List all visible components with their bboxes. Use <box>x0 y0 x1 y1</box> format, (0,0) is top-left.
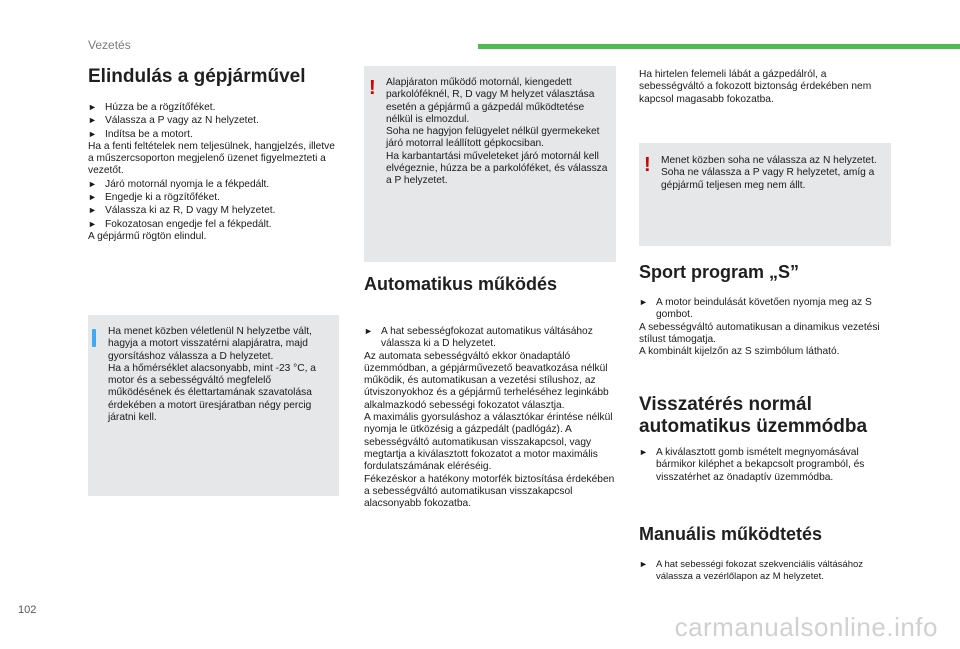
warning-box <box>364 66 616 262</box>
heading-return-normal: Visszatérés normál automatikus üzemmódba <box>639 394 868 437</box>
bullet-step: ► A hat sebességfokozat automatikus váltásához válassza ki a D helyzetet. <box>364 326 593 350</box>
heading-starting: Elindulás a gépjárművel <box>88 66 306 87</box>
bullet-step: ► A hat sebességi fokozat szekvenciális váltásához válassza a vezérlőlapon az M helyzetet. <box>639 559 864 582</box>
paragraph: A kombinált kijelzőn az S szimbólum látható. <box>639 346 840 358</box>
heading-manual: Manuális működtetés <box>639 524 823 544</box>
paragraph: A gépjármű rögtön elindul. <box>88 230 207 242</box>
arrow-icon: ► <box>88 218 97 229</box>
sport-text <box>639 296 891 358</box>
arrow-icon: ► <box>88 115 97 126</box>
warning-text: Alapjáraton működő motornál, kiengedett parkolóféknél, R, D vagy M helyzet választása esetén a gépjármű a gázpedál működtetése nélkül is elmozdul. <box>386 77 595 125</box>
heading-sport-program: Sport program „S” <box>639 262 800 282</box>
info-text: Ha a hőmérséklet alacsonyabb, mint -23 °C, a motor és a sebességváltó megfelelő működésének és élettartamának szavatolása érdekében a motort üresjáratban négy percig járatni kell. <box>108 362 316 424</box>
arrow-icon: ► <box>88 128 97 139</box>
warning-icon: ! <box>369 77 376 99</box>
bullet-step: ► Járó motornál nyomja le a fékpedált. <box>88 178 270 190</box>
info-icon <box>92 329 96 347</box>
arrow-icon: ► <box>88 192 97 203</box>
bullet-step: ► Indítsa be a motort. <box>88 128 193 140</box>
warning-icon: ! <box>644 154 651 176</box>
arrow-icon: ► <box>639 559 648 569</box>
info-box <box>88 315 339 496</box>
starting-instructions <box>88 101 338 243</box>
warning-text: Soha ne válassza a P vagy R helyzetet, amíg a gépjármű teljesen meg nem állt. <box>661 167 875 191</box>
paragraph: Fékezéskor a hatékony motorfék biztosítása érdekében a sebességváltó automatikusan visszakapcsol alacsonyabb fokozatba. <box>364 473 615 510</box>
arrow-icon: ► <box>364 326 373 336</box>
heading-automatic: Automatikus működés <box>364 274 558 294</box>
arrow-icon: ► <box>639 297 648 307</box>
paragraph: Ha a fenti feltételek nem teljesülnek, hangjelzés, illetve a műszercsoporton megjelenő üzenet figyelmezteti a vezetőt. <box>88 140 335 177</box>
warning-text: Soha ne hagyjon felügyelet nélkül gyermekeket járó motorral leállított gépkocsiban. <box>386 126 600 150</box>
bullet-step: ► Válassza a P vagy az N helyzetet. <box>88 115 259 127</box>
arrow-icon: ► <box>88 205 97 216</box>
warning-text: Ha karbantartási műveleteket járó motornál kell elvégeznie, húzza be a parkolóféket, és válassza a P helyzetet. <box>386 150 608 187</box>
bullet-step: ► Válassza ki az R, D vagy M helyzetet. <box>88 205 276 217</box>
warning-box <box>639 143 891 246</box>
arrow-icon: ► <box>639 447 648 457</box>
paragraph: Ha hirtelen felemeli lábát a gázpedálról, a sebességváltó a fokozott biztonság érdekében nem kapcsol magasabb fokozatba. <box>639 69 872 105</box>
arrow-icon: ► <box>88 102 97 112</box>
warning-text: Menet közben soha ne válassza az N helyzetet. <box>661 155 877 166</box>
return-text <box>639 446 891 484</box>
watermark: carmanualsonline.info <box>674 612 938 642</box>
kickdown-text <box>639 69 891 106</box>
paragraph: A sebességváltó automatikusan a dinamikus vezetési stílust támogatja. <box>639 321 880 345</box>
bullet-step: ► A motor beindulását követően nyomja meg az S gombot. <box>639 297 872 321</box>
page-number: 102 <box>18 604 37 616</box>
header-accent-bar <box>478 44 960 49</box>
bullet-step: ► Fokozatosan engedje fel a fékpedált. <box>88 218 272 230</box>
bullet-step: ► A kiválasztott gomb ismételt megnyomásával bármikor kiléphet a bekapcsolt programból, és visszatérhet az önadaptív üzemmódba. <box>639 447 865 483</box>
info-text: Ha menet közben véletlenül N helyzetbe vált, hagyja a motort visszatérni alapjáratra, majd gyorsításhoz válassza a D helyzetet. <box>108 326 312 362</box>
bullet-step: ► Engedje ki a rögzítőféket. <box>88 192 220 204</box>
bullet-step: ► Húzza be a rögzítőféket. <box>88 102 216 113</box>
arrow-icon: ► <box>88 178 97 189</box>
automatic-text <box>364 325 619 510</box>
paragraph: A maximális gyorsuláshoz a választókar érintése nélkül nyomja le ütközésig a gázpedált (padlógáz). A sebességváltó automatikusan visszakapcsol, vagy megtartja a kiválasztott fokozatot a motor maximális fordulatszámának eléréséig. <box>364 412 613 473</box>
manual-text <box>639 558 891 583</box>
section-label: Vezetés <box>88 38 131 52</box>
paragraph: Az automata sebességváltó ekkor önadaptáló üzemmódban, a gépjárművezető beavatkozása nélkül működik, és automatikusan a vezetési stílushoz, az útviszonyokhoz és a gépjármű terheléséhez leginkább alkalmazkodó sebességi fokozatot választja. <box>364 350 609 411</box>
